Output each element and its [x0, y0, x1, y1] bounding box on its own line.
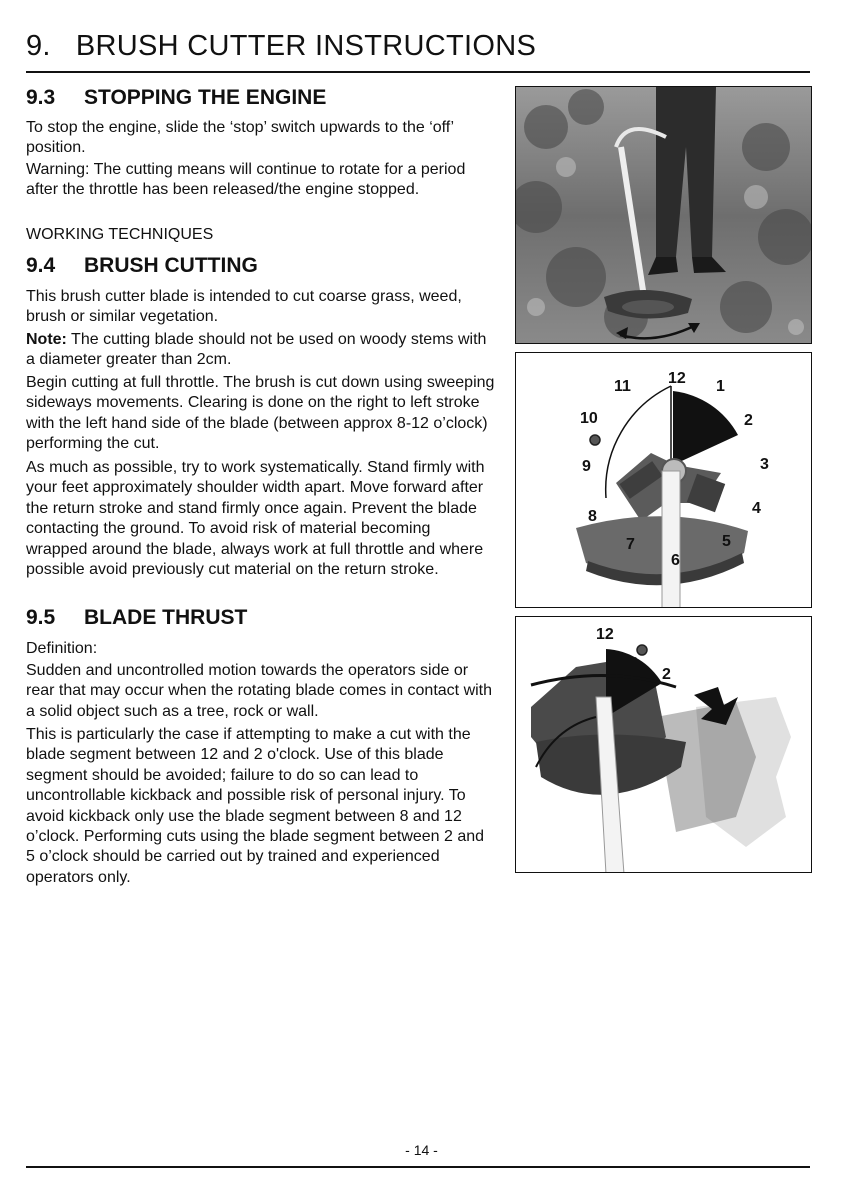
paragraph: WORKING TECHNIQUES — [26, 226, 214, 243]
blade-clock-diagram — [515, 352, 812, 608]
paragraph: Sudden and uncontrolled motion towards the operators side or rear that may occur when the rotating blade comes in contact with a solid object such as a tree, rock or wall. — [26, 662, 493, 720]
note-label: Note: — [26, 331, 67, 348]
paragraph: As much as possible, try to work systematically. Stand firmly with your feet approximately shoulder width apart. Move forward after the return stroke and stand firmly once again. Prevent the blade contacting the ground. To avoid risk of material becoming wrapped around the blade, always work at full throttle and where possible avoid previously cut material on the return stroke. — [26, 459, 485, 579]
clock-illustration — [516, 353, 812, 608]
section-title: BRUSH CUTTING — [84, 254, 258, 277]
clock-label: 11 — [614, 378, 631, 395]
page-number: - 14 - — [405, 1142, 438, 1158]
operator-photo-illustration — [516, 87, 812, 344]
note-text: The cutting blade should not be used on woody stems with a diameter greater than 2cm. — [26, 331, 487, 369]
paragraph: This is particularly the case if attempting to make a cut with the blade segment between 12 and 2 o'clock. Use of this blade segment should be avoided; failure to do so can lead to uncontrollable kickback and possible risk of personal injury. To avoid kickback only use the blade segment between 8 and 12 o’clock. Performing cuts using the blade segment between 2 and 5 o’clock should be carried out by trained and experienced operators only. — [26, 726, 485, 886]
clock-label: 12 — [668, 370, 686, 387]
section-heading-9-3 — [26, 86, 326, 110]
clock-label: 1 — [716, 378, 725, 395]
clock-label: 5 — [722, 533, 731, 550]
thrust-illustration — [516, 617, 812, 873]
clock-label: 2 — [744, 412, 753, 429]
section-number: 9.4 — [26, 254, 56, 277]
clock-label: 9 — [582, 458, 591, 475]
paragraph: To stop the engine, slide the ‘stop’ switch upwards to the ‘off’ position. — [26, 119, 454, 157]
thrust-label-2: 2 — [662, 666, 671, 683]
paragraph: This brush cutter blade is intended to cut coarse grass, weed, brush or similar vegetation. — [26, 288, 462, 326]
section-heading-9-4 — [26, 254, 258, 278]
section-title: BLADE THRUST — [84, 606, 248, 629]
section-heading-9-5 — [26, 606, 247, 630]
section-title: STOPPING THE ENGINE — [84, 86, 327, 109]
thrust-label-12: 12 — [596, 626, 614, 643]
brush-cutter-photo — [515, 86, 812, 344]
paragraph: Definition: — [26, 640, 98, 657]
clock-label: 6 — [671, 552, 680, 569]
clock-label: 7 — [626, 536, 635, 553]
section-number: 9.5 — [26, 606, 56, 629]
paragraph: Warning: The cutting means will continue to rotate for a period after the throttle has been released/the engine stopped. — [26, 161, 466, 199]
clock-label: 4 — [752, 500, 761, 517]
clock-label: 10 — [580, 410, 598, 427]
clock-label: 3 — [760, 456, 769, 473]
clock-label: 8 — [588, 508, 597, 525]
note-paragraph — [26, 330, 496, 371]
title-divider — [26, 71, 810, 73]
paragraph: Begin cutting at full throttle. The brush is cut down using sweeping sideways movements. Clearing is done on the right to left stroke with the left hand side of the blade (between approx 8-12 o’clock) performing the cut. — [26, 374, 495, 453]
blade-thrust-diagram — [515, 616, 812, 873]
section-number: 9.3 — [26, 86, 56, 109]
page-title: 9. BRUSH CUTTER INSTRUCTIONS — [26, 30, 537, 62]
footer-divider — [26, 1166, 810, 1168]
